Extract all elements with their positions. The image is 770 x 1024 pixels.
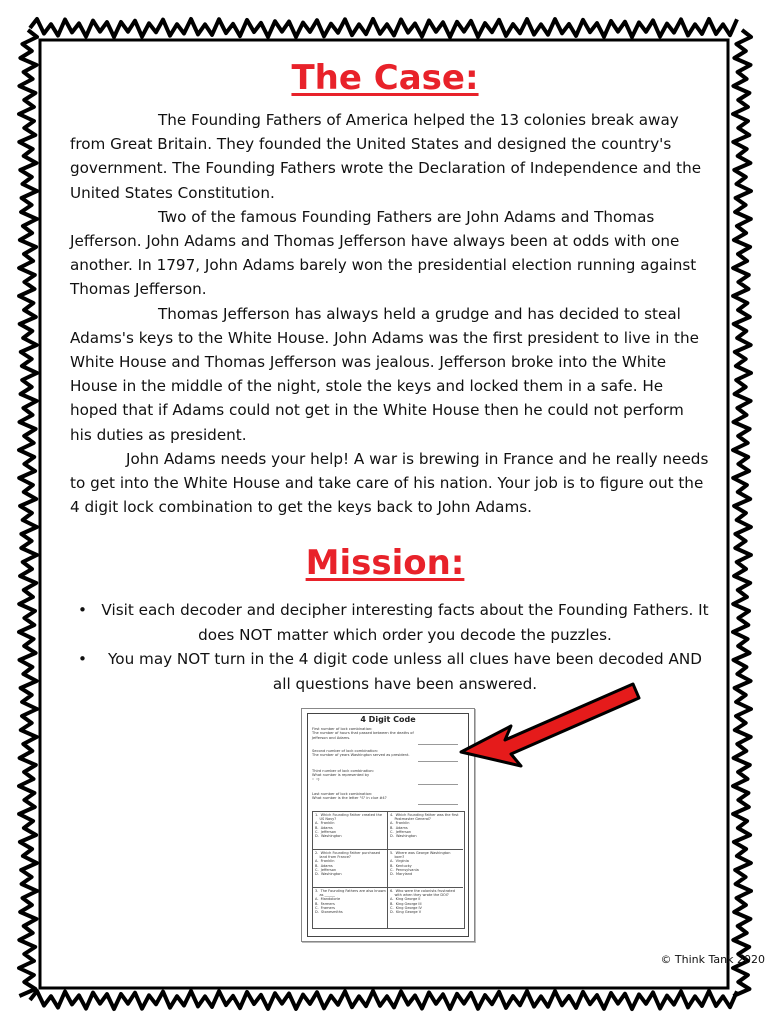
case-paragraph-3: Thomas Jefferson has always held a grudge and has decided to steal Adams's keys to the White House. John Adams was the first president to live in the White House and Thomas Jefferson was jealous. Jefferson broke into the White House in the middle of the night, stole the keys and locked them in a safe. He hoped that if Adams could not get in the White House then he could not perform his duties as president. xyxy=(70,304,699,444)
answer-line xyxy=(418,761,458,762)
clue-4: Last number of lock combination: What number is the letter "S" in clue #4? xyxy=(312,792,387,801)
red-arrow-icon xyxy=(455,668,645,778)
question-cell: 5. Where was George Washington born? A. Virginia B. Kentucky C. Pennsylvania D. Maryland xyxy=(388,850,463,888)
mission-item-text: You may NOT turn in the 4 digit code unless all clues have been decoded AND all questions have been answered. xyxy=(108,650,702,693)
case-story xyxy=(70,108,710,519)
case-paragraph-1: The Founding Fathers of America helped the 13 colonies break away from Great Britain. They founded the United States and designed the country's government. The Founding Fathers wrote the Declaration of Independence and the United States Constitution. xyxy=(70,111,702,202)
clue-1: First number of lock combination: The number of hours that passed between the deaths of Jefferson and Adams. xyxy=(312,727,414,740)
code-worksheet-thumbnail xyxy=(301,708,475,942)
clue-3: Third number of lock combination: What number is represented by " "? xyxy=(312,769,375,782)
question-grid xyxy=(312,811,465,929)
thumbnail-frame xyxy=(307,713,469,937)
question-cell: 1. Which Founding Father created the US Navy? A. Franklin B. Adams C. Jefferson D. Washington xyxy=(313,812,388,850)
clue-2: Second number of lock combination: The number of years Washington served as president. xyxy=(312,749,410,758)
answer-line xyxy=(418,784,458,785)
case-paragraph-4: John Adams needs your help! A war is brewing in France and he really needs to get into the White House and take care of his nation. Your job is to figure out the 4 digit lock combination to get the keys back to John Adams. xyxy=(70,449,709,517)
bullet-icon: • xyxy=(78,650,87,668)
answer-line xyxy=(418,744,458,745)
question-cell: 3. The Founding Fathers are also known as ______ A. Mandolorie B. Farmers C. Framers D. Stonesmiths xyxy=(313,888,388,928)
mission-title: Mission: xyxy=(305,543,465,583)
case-paragraph-2: Two of the famous Founding Fathers are John Adams and Thomas Jefferson. John Adams and Thomas Jefferson have always been at odds with one another. In 1797, John Adams barely won the presidential election running against Thomas Jefferson. xyxy=(70,207,697,299)
question-cell: 6. Who were the colonists frustrated with when they wrote the DOI? A. King George II B. King George III C. King George IV D. King George V xyxy=(390,889,455,915)
bullet-icon: • xyxy=(78,601,87,619)
content-area xyxy=(50,50,765,975)
answer-line xyxy=(418,804,458,805)
thumbnail-title: 4 Digit Code xyxy=(360,715,416,724)
mission-item-text: Visit each decoder and decipher interesting facts about the Founding Fathers. It does NOT matter which order you decode the puzzles. xyxy=(101,601,709,644)
mission-item xyxy=(70,598,710,647)
case-title: The Case: xyxy=(291,58,479,98)
question-cell: 4. Which Founding Father was the first Postmaster General? A. Franklin B. Adams C. Jefferson D. Washington xyxy=(388,812,463,850)
question-cell: 2. Which Founding Father purchased land from France? A. Franklin B. Adams C. Jefferson D. Washington xyxy=(313,850,388,888)
copyright-note: © Think Tank 2020 xyxy=(660,953,765,966)
